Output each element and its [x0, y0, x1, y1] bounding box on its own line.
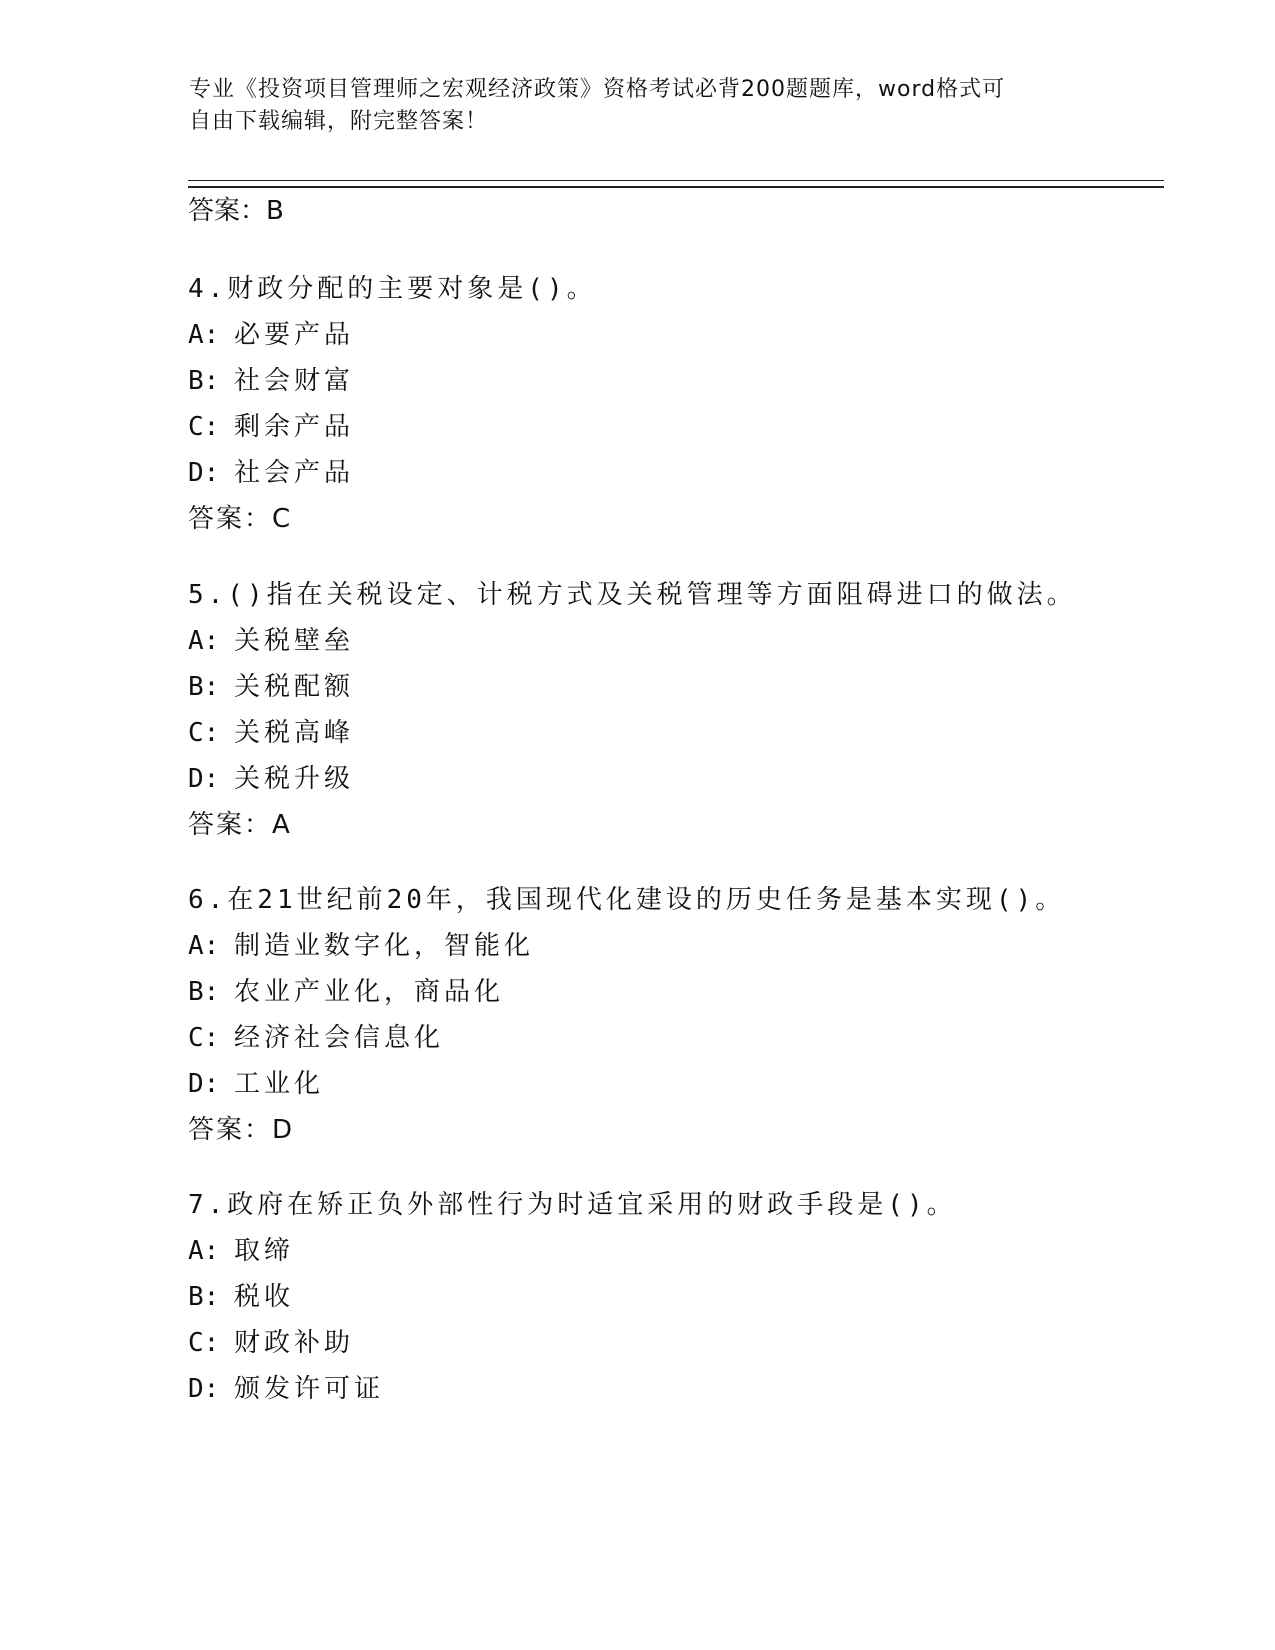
option-letter: A:	[188, 931, 220, 961]
option-letter: A:	[188, 1236, 220, 1266]
question-stem: 6.在21世纪前20年，我国现代化建设的历史任务是基本实现()。	[188, 885, 1066, 915]
option-text: 社会产品	[234, 458, 355, 488]
document-header	[189, 74, 1089, 138]
option-letter: C:	[188, 1023, 220, 1053]
option-letter: D:	[188, 458, 220, 488]
answer-label: 答案：	[188, 196, 267, 226]
answer	[188, 1107, 1188, 1153]
option-a	[188, 618, 1188, 664]
option-b	[188, 1274, 1188, 1320]
option-b	[188, 358, 1188, 404]
option-b	[188, 664, 1188, 710]
option-text: 剩余产品	[234, 412, 355, 442]
option-b	[188, 969, 1188, 1015]
option-letter: D:	[188, 1374, 220, 1404]
option-letter: B:	[188, 672, 220, 702]
option-letter: B:	[188, 977, 220, 1007]
question-7	[188, 1182, 1188, 1412]
question-5	[188, 572, 1188, 848]
header-divider	[188, 180, 1164, 188]
option-text: 取缔	[234, 1236, 295, 1266]
answer-label: 答案：	[188, 810, 273, 840]
option-c	[188, 710, 1188, 756]
option-text: 财政补助	[234, 1328, 355, 1358]
option-text: 关税配额	[234, 672, 355, 702]
answer-value: C	[272, 504, 291, 534]
option-text: 颁发许可证	[234, 1374, 385, 1404]
option-c	[188, 1320, 1188, 1366]
question-stem: 5.()指在关税设定、计税方式及关税管理等方面阻碍进口的做法。	[188, 580, 1077, 610]
option-a	[188, 312, 1188, 358]
option-d	[188, 1366, 1188, 1412]
option-c	[188, 1015, 1188, 1061]
option-letter: C:	[188, 412, 220, 442]
option-text: 税收	[234, 1282, 295, 1312]
option-letter: C:	[188, 1328, 220, 1358]
answer	[188, 802, 1188, 848]
answer-value: D	[272, 1115, 293, 1145]
option-d	[188, 1061, 1188, 1107]
option-text: 必要产品	[234, 320, 355, 350]
option-a	[188, 1228, 1188, 1274]
option-letter: B:	[188, 1282, 220, 1312]
option-d	[188, 756, 1188, 802]
option-letter: D:	[188, 1069, 220, 1099]
option-text: 经济社会信息化	[234, 1023, 445, 1053]
question-stem: 7.政府在矫正负外部性行为时适宜采用的财政手段是()。	[188, 1190, 957, 1220]
option-text: 关税高峰	[234, 718, 355, 748]
option-letter: A:	[188, 626, 220, 656]
answer-question-3	[188, 194, 284, 228]
option-text: 制造业数字化，智能化	[234, 931, 535, 961]
option-text: 社会财富	[234, 366, 355, 396]
option-a	[188, 923, 1188, 969]
option-letter: A:	[188, 320, 220, 350]
answer-label: 答案：	[188, 504, 273, 534]
option-letter: B:	[188, 366, 220, 396]
question-6	[188, 877, 1188, 1153]
header-line-1: 专业《投资项目管理师之宏观经济政策》资格考试必背200题题库，word格式可	[189, 77, 1006, 102]
header-line-2: 自由下载编辑，附完整答案！	[189, 109, 489, 134]
option-text: 关税壁垒	[234, 626, 355, 656]
answer-label: 答案：	[188, 1115, 273, 1145]
option-text: 关税升级	[234, 764, 355, 794]
answer-value: B	[266, 196, 284, 226]
option-text: 农业产业化，商品化	[234, 977, 505, 1007]
question-4	[188, 266, 1188, 542]
option-c	[188, 404, 1188, 450]
answer-value: A	[272, 810, 290, 840]
option-d	[188, 450, 1188, 496]
option-letter: D:	[188, 764, 220, 794]
option-letter: C:	[188, 718, 220, 748]
answer	[188, 496, 1188, 542]
option-text: 工业化	[234, 1069, 325, 1099]
question-stem: 4.财政分配的主要对象是()。	[188, 274, 597, 304]
